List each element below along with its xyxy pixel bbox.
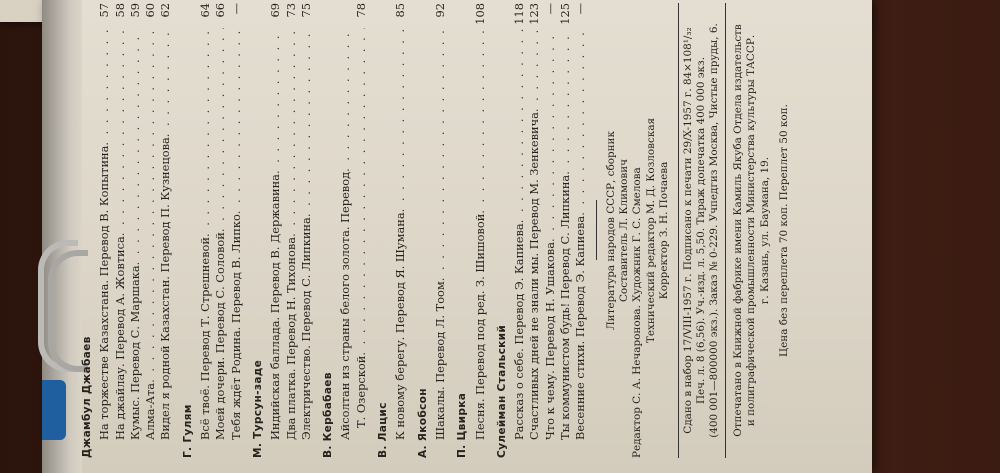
page-number: 118 xyxy=(512,3,527,25)
page-number: 73 xyxy=(283,3,298,18)
entry-title: Кумыс. Перевод С. Маршака xyxy=(127,265,142,440)
toc-entry xyxy=(229,3,244,458)
entry-title: На торжестве Казахстана. Перевод В. Копытина xyxy=(97,145,112,440)
entry-title: Счастливых дней не знали мы. Перевод М. Зенкевича xyxy=(527,112,542,440)
author-name: А. Якобсон xyxy=(416,388,429,458)
toc-section xyxy=(455,3,488,458)
author-name: М. Турсун-заде xyxy=(251,359,264,458)
toc-entry xyxy=(143,3,158,458)
page-number: 85 xyxy=(393,3,408,18)
toc-entry xyxy=(213,3,228,458)
imprint-line: Редактор С. А. Нечаронова. Художник Г. С. Смелова xyxy=(631,167,644,458)
entry-title: Видел я родной Казахстан. Перевод П. Кузнецова xyxy=(158,137,173,440)
toc-entry xyxy=(158,3,173,458)
imprint-line: и полиграфической промышленности Министерства культуры ТАССР. xyxy=(745,34,758,427)
imprint-line: Составитель Л. Климович xyxy=(618,158,631,303)
dot-leader xyxy=(158,28,173,137)
dot-leader xyxy=(543,28,558,242)
entry-title-continued: Т. Озерской xyxy=(353,355,368,428)
dot-leader xyxy=(284,28,299,237)
dot-leader xyxy=(354,28,369,356)
toc-entry xyxy=(198,3,213,458)
author-name: П. Цвирка xyxy=(456,392,469,458)
imprint-line: (400 001—800000 экз.). Заказ № 0-229. Учпедгиз Москва, Чистые пруды, 6. xyxy=(708,23,721,438)
dot-leader xyxy=(393,28,408,212)
imprint-line: Корректор З. Н. Почаева xyxy=(658,161,671,300)
entry-title: К новому берегу. Перевод Я. Шумана xyxy=(393,212,408,440)
dot-leader xyxy=(97,28,112,146)
page-number: — xyxy=(542,3,557,15)
toc-entry xyxy=(268,3,283,458)
page-number: 75 xyxy=(298,3,313,18)
page-number: 123 xyxy=(527,3,542,25)
toc-entry xyxy=(433,3,448,458)
dot-leader xyxy=(198,28,213,237)
separator-line xyxy=(596,201,597,261)
author-name: Г. Гулям xyxy=(181,404,194,458)
page-number: 58 xyxy=(112,3,127,18)
imprint-line: Технический редактор М. Д. Козловская xyxy=(644,117,657,344)
page-number: 66 xyxy=(213,3,228,18)
entry-title: Ты коммунистом будь! Перевод С. Липкина xyxy=(558,174,573,440)
page-number: 78 xyxy=(353,3,368,18)
dot-leader xyxy=(229,28,244,214)
page-number: 60 xyxy=(143,3,158,18)
entry-title: Моей дочери. Перевод С. Соловой xyxy=(213,232,228,440)
toc-entry xyxy=(284,3,299,458)
dot-leader xyxy=(213,28,228,232)
entry-title: На джайлау. Перевод А. Жовтиса xyxy=(112,236,127,440)
dot-leader xyxy=(473,28,488,214)
page-number: 69 xyxy=(268,3,283,18)
toc-section xyxy=(181,3,244,458)
toc-entry xyxy=(299,3,314,458)
toc-entry-continued xyxy=(354,3,369,458)
dot-leader xyxy=(299,28,314,217)
toc-section xyxy=(376,3,409,458)
page-number: — xyxy=(573,3,588,15)
price-line: Цена без переплета 70 коп. Переплет 50 коп. xyxy=(778,104,791,357)
page-number: 125 xyxy=(558,3,573,25)
toc-entry xyxy=(527,3,542,458)
toc-entry xyxy=(97,3,112,458)
page-number: 62 xyxy=(158,3,173,18)
imprint-line: Печ. л. 8 (6,56). Уч.-изд. л. 5,50. Тираж допечатка 400 000 экз. xyxy=(695,56,708,405)
dot-leader xyxy=(338,28,353,172)
page-number xyxy=(338,3,353,28)
toc-section xyxy=(495,3,589,458)
imprint-box xyxy=(678,3,726,458)
dot-leader xyxy=(558,28,573,175)
author-name: В. Кербабаев xyxy=(322,372,335,458)
table-of-contents xyxy=(80,3,880,458)
author-name: В. Лацис xyxy=(377,402,390,458)
toc-section xyxy=(80,3,174,458)
dot-leader xyxy=(527,28,542,112)
page-number: 57 xyxy=(97,3,112,18)
page-gutter xyxy=(42,0,82,473)
toc-section xyxy=(416,3,449,458)
toc-entry xyxy=(128,3,143,458)
entry-title: Айсолтан из страны белого золота. Перевод xyxy=(338,171,353,440)
author-name: Джамбул Джабаев xyxy=(81,336,93,458)
page-number: 64 xyxy=(198,3,213,18)
page-number: 92 xyxy=(432,3,447,18)
dot-leader xyxy=(433,28,448,281)
toc-entry xyxy=(512,3,527,458)
toc-entry xyxy=(338,3,353,458)
dot-leader xyxy=(143,28,158,383)
entry-title: Тебя ждёт Родина. Перевод В. Липко xyxy=(228,214,243,440)
toc-entry xyxy=(573,3,588,458)
dot-leader xyxy=(268,28,283,174)
page-number: 108 xyxy=(472,3,487,25)
dot-leader xyxy=(573,28,588,216)
entry-title: Индийская баллада. Перевод В. Державина xyxy=(268,174,283,440)
imprint xyxy=(605,3,792,458)
toc-entry xyxy=(543,3,558,458)
entry-title: Весенние стихи. Перевод Э. Капиева xyxy=(573,215,588,440)
toc-section xyxy=(321,3,369,458)
entry-title: Шакалы. Перевод Л. Тоом xyxy=(432,281,447,440)
blue-tab xyxy=(42,380,66,440)
toc-entry xyxy=(558,3,573,458)
entry-title: Алма-Ата xyxy=(143,382,158,440)
imprint-line: Литература народов СССР, сборник xyxy=(604,131,617,330)
entry-title: Два платка. Перевод Н. Тихонова xyxy=(283,236,298,440)
dot-leader xyxy=(113,28,128,236)
entry-title: Всё твоё. Перевод Т. Стрешневой xyxy=(198,237,213,440)
toc-entry xyxy=(473,3,488,458)
entry-title: Рассказ о себе. Перевод Э. Капиева xyxy=(512,223,527,440)
page-number: — xyxy=(228,3,243,15)
imprint-line: Сдано в набор 17/VIII-1957 г. Подписано к печати 29/X-1957 г. 84×108¹/₃₂ xyxy=(681,27,694,434)
toc-section xyxy=(251,3,314,458)
toc-entry xyxy=(393,3,408,458)
entry-title: Песня. Перевод под ред. З. Шишовой xyxy=(472,213,487,440)
dot-leader xyxy=(128,28,143,265)
imprint-line: г. Казань, ул. Баумана, 19. xyxy=(758,156,771,305)
page-number: 59 xyxy=(127,3,142,18)
toc-entry xyxy=(113,3,128,458)
imprint-line: Отпечатано в Книжной фабрике имени Камиль Якуба Отдела издательств xyxy=(731,24,744,437)
dot-leader xyxy=(512,28,527,223)
entry-title: Электричество. Перевод С. Липкина xyxy=(298,217,313,440)
entry-title: Что к чему. Перевод Н. Ушакова xyxy=(542,242,557,440)
author-name: Сулейман Стальский xyxy=(495,324,508,458)
